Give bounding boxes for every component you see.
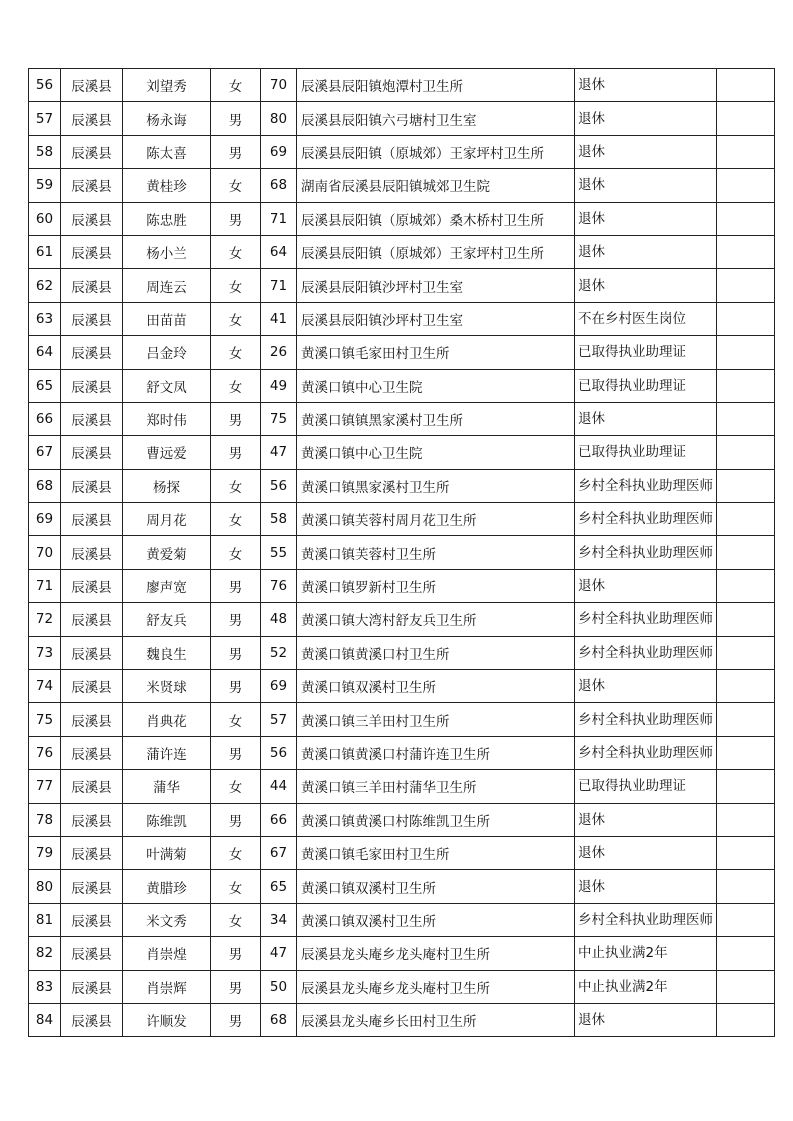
cell-reason: 乡村全科执业助理医师 <box>575 503 717 536</box>
cell-reason: 退休 <box>575 135 717 168</box>
table-row <box>29 336 775 369</box>
cell-name: 叶满菊 <box>123 836 211 869</box>
cell-gender: 男 <box>211 135 261 168</box>
cell-reason: 乡村全科执业助理医师 <box>575 736 717 769</box>
table-row <box>29 970 775 1003</box>
cell-number: 81 <box>29 903 61 936</box>
cell-gender: 男 <box>211 1003 261 1036</box>
cell-age: 67 <box>261 836 297 869</box>
cell-work-unit: 辰溪县辰阳镇（原城郊）桑木桥村卫生所 <box>297 202 575 235</box>
table-row <box>29 803 775 836</box>
cell-number: 59 <box>29 169 61 202</box>
table-row <box>29 903 775 936</box>
cell-reason: 已取得执业助理证 <box>575 336 717 369</box>
cell-county: 辰溪县 <box>61 102 123 135</box>
cell-county: 辰溪县 <box>61 937 123 970</box>
table-row <box>29 836 775 869</box>
cell-name: 周连云 <box>123 269 211 302</box>
cell-gender: 男 <box>211 970 261 1003</box>
cell-remark <box>717 569 775 602</box>
cell-work-unit: 黄溪口镇芙蓉村周月花卫生所 <box>297 503 575 536</box>
cell-number: 79 <box>29 836 61 869</box>
cell-age: 70 <box>261 69 297 102</box>
doctor-list-table <box>28 68 775 1037</box>
cell-name: 魏良生 <box>123 636 211 669</box>
cell-number: 82 <box>29 937 61 970</box>
cell-work-unit: 辰溪县辰阳镇沙坪村卫生室 <box>297 269 575 302</box>
cell-reason: 乡村全科执业助理医师 <box>575 703 717 736</box>
cell-name: 陈太喜 <box>123 135 211 168</box>
cell-number: 72 <box>29 603 61 636</box>
cell-remark <box>717 269 775 302</box>
table-row <box>29 1003 775 1036</box>
cell-reason: 乡村全科执业助理医师 <box>575 536 717 569</box>
cell-work-unit: 辰溪县龙头庵乡长田村卫生所 <box>297 1003 575 1036</box>
cell-work-unit: 辰溪县辰阳镇炮潭村卫生所 <box>297 69 575 102</box>
cell-age: 65 <box>261 870 297 903</box>
cell-work-unit: 黄溪口镇中心卫生院 <box>297 436 575 469</box>
table-row <box>29 102 775 135</box>
cell-work-unit: 辰溪县龙头庵乡龙头庵村卫生所 <box>297 970 575 1003</box>
cell-age: 69 <box>261 135 297 168</box>
cell-gender: 女 <box>211 302 261 335</box>
cell-gender: 男 <box>211 803 261 836</box>
cell-number: 74 <box>29 670 61 703</box>
cell-reason: 退休 <box>575 402 717 435</box>
cell-county: 辰溪县 <box>61 269 123 302</box>
cell-gender: 男 <box>211 736 261 769</box>
cell-age: 71 <box>261 269 297 302</box>
table-row <box>29 536 775 569</box>
cell-remark <box>717 469 775 502</box>
cell-work-unit: 辰溪县辰阳镇六弓塘村卫生室 <box>297 102 575 135</box>
cell-work-unit: 辰溪县辰阳镇（原城郊）王家坪村卫生所 <box>297 235 575 268</box>
cell-remark <box>717 803 775 836</box>
cell-age: 76 <box>261 569 297 602</box>
table-row <box>29 703 775 736</box>
cell-county: 辰溪县 <box>61 202 123 235</box>
cell-reason: 已取得执业助理证 <box>575 436 717 469</box>
cell-county: 辰溪县 <box>61 770 123 803</box>
cell-county: 辰溪县 <box>61 69 123 102</box>
cell-work-unit: 黄溪口镇三羊田村蒲华卫生所 <box>297 770 575 803</box>
cell-name: 杨探 <box>123 469 211 502</box>
cell-remark <box>717 336 775 369</box>
cell-county: 辰溪县 <box>61 836 123 869</box>
cell-number: 69 <box>29 503 61 536</box>
cell-number: 67 <box>29 436 61 469</box>
cell-gender: 女 <box>211 169 261 202</box>
cell-age: 57 <box>261 703 297 736</box>
cell-gender: 男 <box>211 569 261 602</box>
cell-county: 辰溪县 <box>61 636 123 669</box>
cell-age: 66 <box>261 803 297 836</box>
cell-reason: 退休 <box>575 169 717 202</box>
cell-reason: 中止执业满2年 <box>575 937 717 970</box>
cell-remark <box>717 703 775 736</box>
cell-reason: 退休 <box>575 803 717 836</box>
cell-remark <box>717 436 775 469</box>
cell-age: 64 <box>261 235 297 268</box>
cell-reason: 退休 <box>575 235 717 268</box>
cell-remark <box>717 903 775 936</box>
cell-name: 肖崇辉 <box>123 970 211 1003</box>
cell-number: 62 <box>29 269 61 302</box>
cell-reason: 乡村全科执业助理医师 <box>575 636 717 669</box>
cell-name: 杨小兰 <box>123 235 211 268</box>
cell-county: 辰溪县 <box>61 436 123 469</box>
cell-gender: 男 <box>211 603 261 636</box>
cell-county: 辰溪县 <box>61 302 123 335</box>
cell-reason: 退休 <box>575 269 717 302</box>
cell-age: 47 <box>261 937 297 970</box>
cell-work-unit: 湖南省辰溪县辰阳镇城郊卫生院 <box>297 169 575 202</box>
cell-reason: 退休 <box>575 870 717 903</box>
cell-remark <box>717 770 775 803</box>
cell-work-unit: 辰溪县辰阳镇沙坪村卫生室 <box>297 302 575 335</box>
cell-county: 辰溪县 <box>61 536 123 569</box>
cell-remark <box>717 302 775 335</box>
cell-work-unit: 黄溪口镇大湾村舒友兵卫生所 <box>297 603 575 636</box>
cell-number: 76 <box>29 736 61 769</box>
cell-reason: 不在乡村医生岗位 <box>575 302 717 335</box>
table-row <box>29 569 775 602</box>
cell-number: 70 <box>29 536 61 569</box>
table-row <box>29 503 775 536</box>
cell-age: 56 <box>261 736 297 769</box>
cell-name: 黄桂珍 <box>123 169 211 202</box>
cell-number: 66 <box>29 402 61 435</box>
cell-gender: 女 <box>211 536 261 569</box>
cell-name: 吕金玲 <box>123 336 211 369</box>
cell-gender: 男 <box>211 937 261 970</box>
cell-remark <box>717 536 775 569</box>
cell-name: 肖崇煌 <box>123 937 211 970</box>
cell-county: 辰溪县 <box>61 402 123 435</box>
table-row <box>29 770 775 803</box>
table-row <box>29 402 775 435</box>
cell-age: 68 <box>261 169 297 202</box>
cell-age: 48 <box>261 603 297 636</box>
table-row <box>29 135 775 168</box>
cell-work-unit: 黄溪口镇双溪村卫生所 <box>297 670 575 703</box>
table-row <box>29 870 775 903</box>
table-row <box>29 670 775 703</box>
cell-number: 77 <box>29 770 61 803</box>
cell-name: 黄爱菊 <box>123 536 211 569</box>
cell-county: 辰溪县 <box>61 903 123 936</box>
cell-gender: 男 <box>211 202 261 235</box>
cell-number: 68 <box>29 469 61 502</box>
cell-reason: 乡村全科执业助理医师 <box>575 603 717 636</box>
table-row <box>29 202 775 235</box>
cell-gender: 女 <box>211 69 261 102</box>
cell-remark <box>717 870 775 903</box>
cell-remark <box>717 1003 775 1036</box>
cell-number: 83 <box>29 970 61 1003</box>
cell-remark <box>717 670 775 703</box>
cell-county: 辰溪县 <box>61 569 123 602</box>
cell-gender: 女 <box>211 269 261 302</box>
cell-remark <box>717 603 775 636</box>
cell-remark <box>717 102 775 135</box>
cell-number: 58 <box>29 135 61 168</box>
cell-reason: 退休 <box>575 569 717 602</box>
cell-county: 辰溪县 <box>61 803 123 836</box>
cell-gender: 女 <box>211 836 261 869</box>
cell-reason: 中止执业满2年 <box>575 970 717 1003</box>
cell-gender: 女 <box>211 903 261 936</box>
cell-work-unit: 黄溪口镇镇黑家溪村卫生所 <box>297 402 575 435</box>
cell-work-unit: 黄溪口镇毛家田村卫生所 <box>297 336 575 369</box>
cell-number: 75 <box>29 703 61 736</box>
cell-gender: 女 <box>211 469 261 502</box>
cell-name: 舒友兵 <box>123 603 211 636</box>
cell-number: 64 <box>29 336 61 369</box>
cell-work-unit: 黄溪口镇双溪村卫生所 <box>297 870 575 903</box>
cell-remark <box>717 836 775 869</box>
cell-name: 米文秀 <box>123 903 211 936</box>
cell-name: 曹远爱 <box>123 436 211 469</box>
cell-remark <box>717 235 775 268</box>
cell-name: 田苗苗 <box>123 302 211 335</box>
cell-remark <box>717 736 775 769</box>
cell-name: 许顺发 <box>123 1003 211 1036</box>
cell-reason: 退休 <box>575 202 717 235</box>
cell-county: 辰溪县 <box>61 1003 123 1036</box>
cell-reason: 已取得执业助理证 <box>575 770 717 803</box>
cell-work-unit: 黄溪口镇毛家田村卫生所 <box>297 836 575 869</box>
cell-gender: 女 <box>211 770 261 803</box>
cell-age: 52 <box>261 636 297 669</box>
cell-reason: 退休 <box>575 69 717 102</box>
cell-age: 68 <box>261 1003 297 1036</box>
cell-remark <box>717 369 775 402</box>
cell-work-unit: 黄溪口镇黄溪口村卫生所 <box>297 636 575 669</box>
cell-number: 61 <box>29 235 61 268</box>
cell-reason: 已取得执业助理证 <box>575 369 717 402</box>
cell-gender: 女 <box>211 870 261 903</box>
cell-county: 辰溪县 <box>61 135 123 168</box>
cell-name: 陈忠胜 <box>123 202 211 235</box>
cell-name: 陈维凯 <box>123 803 211 836</box>
table-body <box>29 69 775 1037</box>
cell-gender: 女 <box>211 503 261 536</box>
cell-name: 肖典花 <box>123 703 211 736</box>
cell-age: 69 <box>261 670 297 703</box>
table-row <box>29 736 775 769</box>
table-row <box>29 302 775 335</box>
cell-name: 舒文凤 <box>123 369 211 402</box>
cell-work-unit: 黄溪口镇黄溪口村陈维凯卫生所 <box>297 803 575 836</box>
cell-work-unit: 黄溪口镇双溪村卫生所 <box>297 903 575 936</box>
cell-age: 47 <box>261 436 297 469</box>
cell-age: 34 <box>261 903 297 936</box>
cell-age: 71 <box>261 202 297 235</box>
cell-name: 杨永诲 <box>123 102 211 135</box>
cell-county: 辰溪县 <box>61 703 123 736</box>
cell-age: 55 <box>261 536 297 569</box>
cell-reason: 退休 <box>575 1003 717 1036</box>
cell-gender: 女 <box>211 703 261 736</box>
cell-age: 75 <box>261 402 297 435</box>
cell-gender: 男 <box>211 402 261 435</box>
cell-county: 辰溪县 <box>61 970 123 1003</box>
cell-name: 蒲许连 <box>123 736 211 769</box>
cell-name: 刘望秀 <box>123 69 211 102</box>
cell-county: 辰溪县 <box>61 603 123 636</box>
cell-remark <box>717 135 775 168</box>
cell-county: 辰溪县 <box>61 369 123 402</box>
cell-work-unit: 黄溪口镇三羊田村卫生所 <box>297 703 575 736</box>
cell-name: 郑时伟 <box>123 402 211 435</box>
cell-work-unit: 辰溪县辰阳镇（原城郊）王家坪村卫生所 <box>297 135 575 168</box>
cell-name: 米贤球 <box>123 670 211 703</box>
cell-gender: 女 <box>211 336 261 369</box>
table-row <box>29 369 775 402</box>
cell-age: 44 <box>261 770 297 803</box>
cell-work-unit: 黄溪口镇黄溪口村蒲许连卫生所 <box>297 736 575 769</box>
table-row <box>29 469 775 502</box>
cell-reason: 退休 <box>575 102 717 135</box>
cell-number: 80 <box>29 870 61 903</box>
cell-remark <box>717 503 775 536</box>
cell-gender: 男 <box>211 102 261 135</box>
cell-county: 辰溪县 <box>61 336 123 369</box>
cell-reason: 退休 <box>575 836 717 869</box>
cell-county: 辰溪县 <box>61 235 123 268</box>
cell-age: 58 <box>261 503 297 536</box>
cell-gender: 女 <box>211 369 261 402</box>
cell-remark <box>717 169 775 202</box>
cell-name: 周月花 <box>123 503 211 536</box>
cell-remark <box>717 69 775 102</box>
table-row <box>29 937 775 970</box>
cell-work-unit: 黄溪口镇芙蓉村卫生所 <box>297 536 575 569</box>
cell-number: 65 <box>29 369 61 402</box>
table-row <box>29 235 775 268</box>
cell-reason: 乡村全科执业助理医师 <box>575 903 717 936</box>
cell-remark <box>717 202 775 235</box>
cell-number: 84 <box>29 1003 61 1036</box>
cell-reason: 乡村全科执业助理医师 <box>575 469 717 502</box>
cell-number: 56 <box>29 69 61 102</box>
cell-gender: 男 <box>211 670 261 703</box>
cell-number: 71 <box>29 569 61 602</box>
table-row <box>29 169 775 202</box>
cell-reason: 退休 <box>575 670 717 703</box>
cell-age: 50 <box>261 970 297 1003</box>
cell-age: 56 <box>261 469 297 502</box>
cell-age: 80 <box>261 102 297 135</box>
table-row <box>29 603 775 636</box>
table-row <box>29 636 775 669</box>
cell-number: 57 <box>29 102 61 135</box>
cell-age: 26 <box>261 336 297 369</box>
cell-name: 黄腊珍 <box>123 870 211 903</box>
cell-age: 41 <box>261 302 297 335</box>
cell-county: 辰溪县 <box>61 169 123 202</box>
cell-number: 60 <box>29 202 61 235</box>
cell-work-unit: 黄溪口镇罗新村卫生所 <box>297 569 575 602</box>
cell-age: 49 <box>261 369 297 402</box>
cell-number: 78 <box>29 803 61 836</box>
cell-work-unit: 黄溪口镇中心卫生院 <box>297 369 575 402</box>
table-row <box>29 436 775 469</box>
cell-remark <box>717 402 775 435</box>
cell-remark <box>717 970 775 1003</box>
table-row <box>29 269 775 302</box>
cell-number: 73 <box>29 636 61 669</box>
cell-remark <box>717 937 775 970</box>
cell-work-unit: 黄溪口镇黑家溪村卫生所 <box>297 469 575 502</box>
cell-gender: 男 <box>211 436 261 469</box>
cell-county: 辰溪县 <box>61 503 123 536</box>
cell-remark <box>717 636 775 669</box>
cell-county: 辰溪县 <box>61 870 123 903</box>
cell-gender: 女 <box>211 235 261 268</box>
cell-number: 63 <box>29 302 61 335</box>
cell-work-unit: 辰溪县龙头庵乡龙头庵村卫生所 <box>297 937 575 970</box>
cell-name: 蒲华 <box>123 770 211 803</box>
cell-county: 辰溪县 <box>61 469 123 502</box>
table-row <box>29 69 775 102</box>
cell-name: 廖声宽 <box>123 569 211 602</box>
cell-county: 辰溪县 <box>61 736 123 769</box>
cell-gender: 男 <box>211 636 261 669</box>
cell-county: 辰溪县 <box>61 670 123 703</box>
